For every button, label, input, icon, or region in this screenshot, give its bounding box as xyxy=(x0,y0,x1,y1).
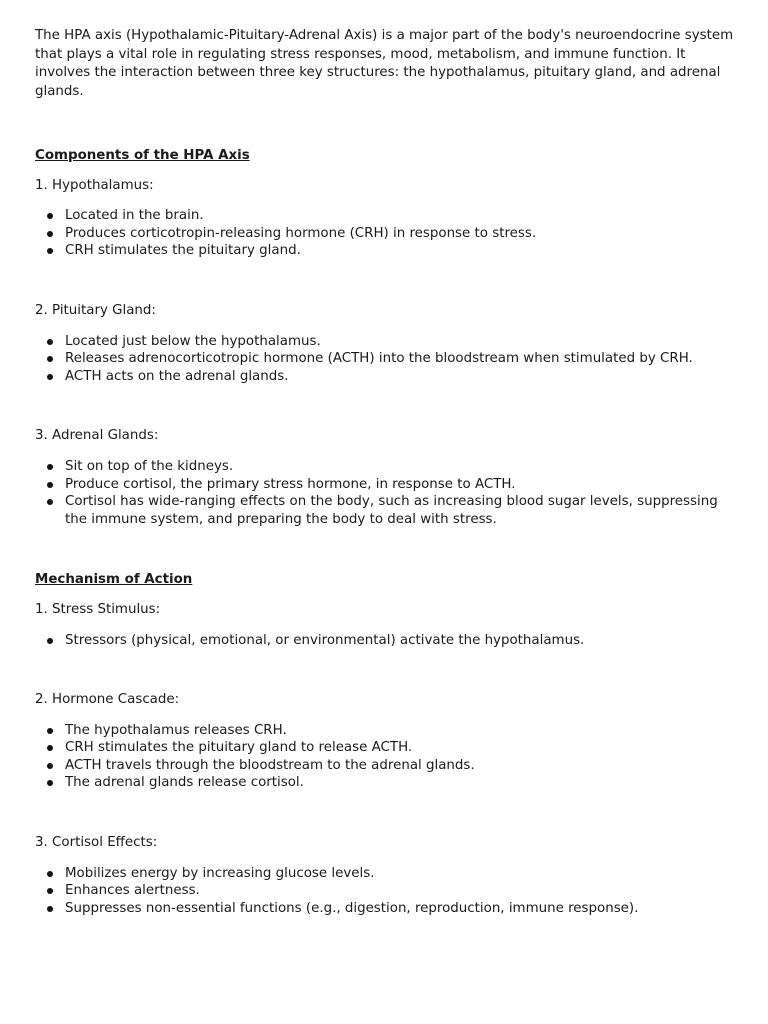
bullet-icon xyxy=(47,763,53,769)
list-item: Produces corticotropin-releasing hormone (CRH) in response to stress. xyxy=(35,225,740,243)
bullet-icon xyxy=(47,499,53,505)
list-item: Mobilizes energy by increasing glucose levels. xyxy=(35,865,740,883)
document-body xyxy=(35,27,740,917)
bullet-icon xyxy=(47,482,53,488)
bullet-icon xyxy=(47,213,53,219)
sub-heading: 1. Hypothalamus: xyxy=(35,177,154,193)
bullet-list xyxy=(35,632,740,650)
list-item: Suppresses non-essential functions (e.g., digestion, reproduction, immune response). xyxy=(35,900,740,918)
bullet-icon xyxy=(47,374,53,380)
bullet-list xyxy=(35,333,740,386)
bullet-icon xyxy=(47,888,53,894)
list-item: ACTH travels through the bloodstream to the adrenal glands. xyxy=(35,757,740,775)
list-item: ACTH acts on the adrenal glands. xyxy=(35,368,740,386)
bullet-icon xyxy=(47,339,53,345)
list-item: CRH stimulates the pituitary gland to release ACTH. xyxy=(35,739,740,757)
bullet-list xyxy=(35,458,740,528)
list-item: Located just below the hypothalamus. xyxy=(35,333,740,351)
section-components xyxy=(35,147,740,528)
bullet-icon xyxy=(47,231,53,237)
list-item: Located in the brain. xyxy=(35,207,740,225)
bullet-icon xyxy=(47,728,53,734)
section-mechanism xyxy=(35,571,740,917)
bullet-icon xyxy=(47,871,53,877)
list-item: Sit on top of the kidneys. xyxy=(35,458,740,476)
list-item: Releases adrenocorticotropic hormone (ACTH) into the bloodstream when stimulated by CRH. xyxy=(35,350,740,368)
list-item: Produce cortisol, the primary stress hormone, in response to ACTH. xyxy=(35,476,740,494)
list-item: Stressors (physical, emotional, or environmental) activate the hypothalamus. xyxy=(35,632,740,650)
bullet-list xyxy=(35,865,740,918)
section-heading: Mechanism of Action xyxy=(35,572,193,588)
list-item: The hypothalamus releases CRH. xyxy=(35,722,740,740)
bullet-list xyxy=(35,722,740,792)
list-item: The adrenal glands release cortisol. xyxy=(35,774,740,792)
list-item: CRH stimulates the pituitary gland. xyxy=(35,242,740,260)
bullet-icon xyxy=(47,248,53,254)
list-item: Enhances alertness. xyxy=(35,882,740,900)
intro-paragraph: The HPA axis (Hypothalamic-Pituitary-Adrenal Axis) is a major part of the body's neuroendocrine system that plays a vital role in regulating stress responses, mood, metabolism, and immune function. It involves the interaction between three key structures: the hypothalamus, pituitary gland, and adrenal glands. xyxy=(35,28,734,99)
bullet-icon xyxy=(47,906,53,912)
sub-heading: 2. Pituitary Gland: xyxy=(35,302,156,318)
bullet-icon xyxy=(47,464,53,470)
sub-heading: 1. Stress Stimulus: xyxy=(35,601,161,617)
sub-heading: 3. Adrenal Glands: xyxy=(35,428,159,444)
bullet-icon xyxy=(47,356,53,362)
section-heading: Components of the HPA Axis xyxy=(35,148,250,163)
list-item: Cortisol has wide-ranging effects on the body, such as increasing blood sugar levels, suppressing the immune system, and preparing the body to deal with stress. xyxy=(35,493,740,528)
bullet-list xyxy=(35,207,740,260)
bullet-icon xyxy=(47,638,53,644)
bullet-icon xyxy=(47,745,53,751)
sub-heading: 3. Cortisol Effects: xyxy=(35,835,158,851)
sub-heading: 2. Hormone Cascade: xyxy=(35,692,180,708)
bullet-icon xyxy=(47,780,53,786)
